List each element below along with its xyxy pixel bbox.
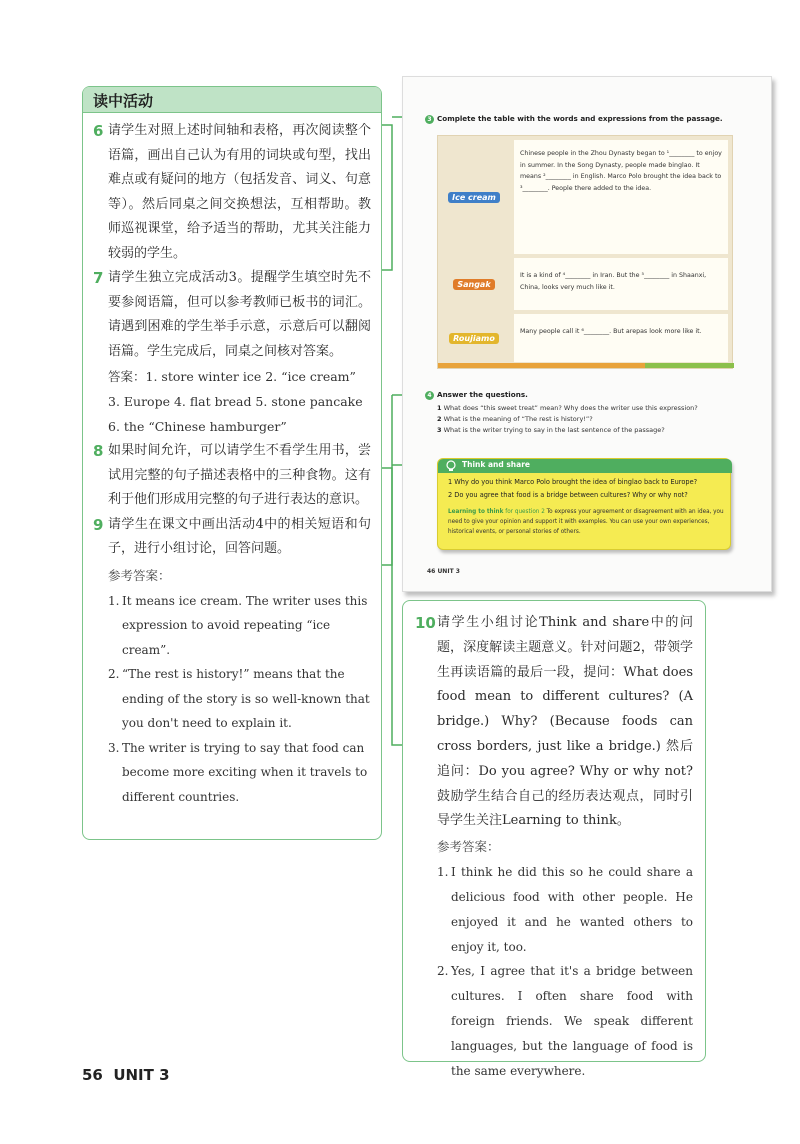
question-text: What is the writer trying to say in the last sentence of the passage? bbox=[443, 426, 665, 434]
question bbox=[437, 425, 757, 436]
unit-label: UNIT 3 bbox=[113, 1066, 170, 1084]
question-number: 2 bbox=[437, 415, 442, 423]
food-label: Roujiamo bbox=[449, 333, 499, 344]
answer-text: I think he did this so he could share a delicious food with other people. He enjoyed it and he wanted others to enjoy it, too. bbox=[451, 865, 693, 954]
question-text: What does “this sweet treat” mean? Why does the writer use this expression? bbox=[443, 404, 698, 412]
step-10 bbox=[415, 611, 693, 834]
table-cell: Chinese people in the Zhou Dynasty began to ¹________ to enjoy in summer. In the Song Dynasty, people made binglao. It means ²________ in English. Marco Polo brought the idea back to ³________. People there added to the idea. bbox=[514, 140, 728, 254]
question-number: 3 bbox=[437, 426, 442, 434]
table-color-bar bbox=[438, 363, 734, 368]
connector-10 bbox=[392, 395, 402, 745]
step-8 bbox=[93, 439, 371, 513]
activity-4-text: Answer the questions. bbox=[437, 390, 528, 399]
left-teaching-panel bbox=[82, 86, 382, 840]
answer-text: Yes, I agree that it's a bridge between cultures. I often share food with foreign friends. We speak different languages, but the language of food is the same everywhere. bbox=[451, 964, 693, 1078]
question-text: What is the meaning of “The rest is history!”? bbox=[443, 415, 593, 423]
connector-8-9 bbox=[382, 468, 392, 565]
step-number: 9 bbox=[93, 515, 104, 534]
think-and-share-box bbox=[437, 458, 731, 550]
step-number: 8 bbox=[93, 442, 104, 460]
learning-to-think bbox=[448, 507, 724, 537]
step-text: 请学生对照上述时间轴和表格，再次阅读整个语篇，画出自己认为有用的词块或句型，找出难点或有疑问的地方（包括发音、词义、句意等）。然后同桌之间交换想法，互相帮助。教师巡视课堂，给予适当的帮助，尤其关注能力较弱的学生。 bbox=[108, 123, 371, 261]
answer-line: 答案：1. store winter ice 2. “ice cream” bbox=[108, 369, 356, 384]
reference-answer bbox=[93, 736, 371, 810]
food-label: Sangak bbox=[453, 279, 494, 290]
step-text: 请学生在课文中画出活动4中的相关短语和句子，进行小组讨论，回答问题。 bbox=[108, 516, 371, 556]
answer-line: 3. Europe 4. flat bread 5. stone pancake bbox=[108, 394, 363, 409]
activity-3-heading bbox=[425, 114, 723, 124]
think-and-share-title: Think and share bbox=[462, 460, 530, 469]
question bbox=[437, 414, 757, 425]
step-text: 请学生小组讨论Think and share中的问题，深度解读主题意义。针对问题2，带领学生再读语篇的最后一段，提问：What does food mean to different cultures? (A bridge.) Why? (Because foods can cross borders, just like a bridge.) 然后追问：Do you agree? Why or why not? 鼓励学生结合自己的经历表达观点，同时引导学生关注Learning to think。 bbox=[437, 615, 693, 829]
answer-number: 1. bbox=[437, 865, 449, 880]
activity-number-icon: 4 bbox=[425, 391, 434, 400]
lightbulb-icon bbox=[444, 460, 458, 472]
reference-answer-label: 参考答案： bbox=[108, 567, 171, 583]
answer-number: 1. bbox=[108, 593, 120, 608]
page-footer bbox=[82, 1066, 170, 1084]
food-table bbox=[437, 135, 733, 369]
answer-text: “The rest is history!” means that the ending of the story is so well-known that you don't need to explain it. bbox=[122, 667, 370, 730]
think-question: 2 Do you agree that food is a bridge between cultures? Why or why not? bbox=[448, 491, 688, 499]
step-number: 7 bbox=[93, 269, 104, 287]
activity-3-text: Complete the table with the words and expressions from the passage. bbox=[437, 114, 723, 123]
step-text: 请学生独立完成活动3。提醒学生填空时先不要参阅语篇，但可以参考教师已板书的词汇。请遇到困难的学生举手示意，示意后可以翻阅语篇。学生完成后，同桌之间核对答案。 bbox=[108, 270, 371, 359]
ltt-sub: for question 2 bbox=[505, 509, 545, 515]
table-cell: Many people call it ⁶________. But arepas look more like it. bbox=[514, 314, 728, 362]
step-number: 10 bbox=[415, 614, 436, 632]
reference-answer-label: 参考答案： bbox=[437, 839, 500, 855]
step-9 bbox=[93, 513, 371, 562]
question-number: 1 bbox=[437, 404, 442, 412]
ltt-text: To express your agreement or disagreement with an idea, you need to give your opinion and support it with examples. You can use your own experiences, historical events, or personal stories of others. bbox=[448, 509, 724, 535]
question bbox=[437, 403, 757, 414]
step-number: 6 bbox=[93, 122, 104, 140]
answer-number: 2. bbox=[437, 964, 449, 979]
activity-number-icon: 3 bbox=[425, 115, 434, 124]
connector-6-7 bbox=[382, 125, 392, 270]
reference-answer bbox=[93, 589, 371, 663]
book-page-footer: 46 UNIT 3 bbox=[427, 568, 460, 575]
think-question: 1 Why do you think Marco Polo brought the idea of binglao back to Europe? bbox=[448, 478, 698, 486]
table-cell: It is a kind of ⁴________ in Iran. But the ⁵________ in Shaanxi, China, looks very much like it. bbox=[514, 258, 728, 310]
answer-number: 3. bbox=[108, 740, 120, 755]
reference-answer bbox=[415, 860, 693, 959]
right-teaching-panel bbox=[402, 600, 706, 1078]
step-text: 如果时间允许，可以请学生不看学生用书，尝试用完整的句子描述表格中的三种食物。这有利于他们形成用完整的句子进行表达的意识。 bbox=[108, 443, 371, 507]
panel-title: 读中活动 bbox=[83, 87, 381, 113]
student-book-page bbox=[402, 76, 772, 592]
answer-line: 6. the “Chinese hamburger” bbox=[108, 419, 287, 434]
step-7 bbox=[93, 266, 371, 364]
question-list bbox=[437, 403, 757, 436]
step-6 bbox=[93, 119, 371, 266]
reference-answer bbox=[415, 959, 693, 1083]
answer-number: 2. bbox=[108, 667, 120, 681]
ltt-title: Learning to think bbox=[448, 509, 504, 515]
page-number: 56 bbox=[82, 1066, 103, 1084]
answer-text: It means ice cream. The writer uses this expression to avoid repeating “ice cream”. bbox=[122, 593, 368, 657]
answer-text: The writer is trying to say that food can become more exciting when it travels to different countries. bbox=[122, 740, 368, 804]
reference-answer bbox=[93, 662, 371, 736]
activity-4-heading bbox=[425, 390, 528, 400]
food-label: Ice cream bbox=[448, 192, 500, 203]
